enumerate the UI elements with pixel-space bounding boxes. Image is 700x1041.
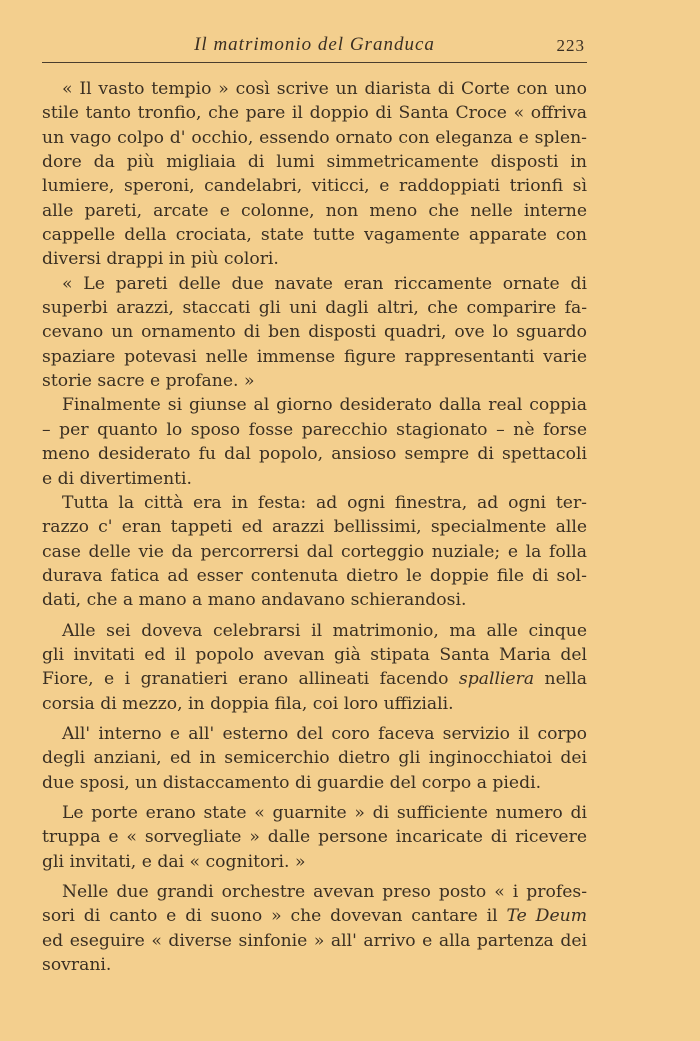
text-line: Le porte erano state « guarnite » di sufficiente numero di: [62, 802, 587, 823]
text-line: All' interno e all' esterno del coro faceva servizio il corpo: [62, 723, 587, 744]
text-line: superbi arazzi, staccati gli uni dagli altri, che comparire fa-: [42, 298, 587, 319]
paragraph: [42, 272, 587, 394]
text-line: lumiere, speroni, candelabri, viticci, e raddoppiati trionfi sì: [42, 176, 587, 197]
italic-word: spalliera: [458, 669, 535, 690]
page-header: [42, 30, 587, 60]
text-line: « Le pareti delle due navate eran riccamente ornate di: [62, 273, 587, 294]
text-line: durava fatica ad esser contenuta dietro le doppie file di sol-: [42, 565, 587, 586]
text-segment: nella: [534, 669, 587, 690]
body-text: [42, 77, 587, 977]
italic-word: Te Deum: [506, 906, 587, 927]
text-line: gli invitati, e dai « cognitori. »: [42, 851, 306, 872]
text-line: alle pareti, arcate e colonne, non meno che nelle interne: [42, 200, 587, 221]
header-rule: [42, 62, 587, 63]
text-line: spaziare potevasi nelle immense figure rappresentanti varie: [42, 346, 587, 367]
text-line: dati, che a mano a mano andavano schierandosi.: [42, 590, 467, 611]
text-segment: Fiore, e i granatieri erano allineati facendo: [42, 669, 459, 690]
text-line: ed eseguire « diverse sinfonie » all' arrivo e alla partenza dei: [42, 930, 587, 951]
text-line: case delle vie da percorrersi dal corteggio nuziale; e la folla: [42, 541, 587, 562]
text-line: gli invitati ed il popolo avevan già stipata Santa Maria del: [42, 644, 587, 665]
text-line: cevano un ornamento di ben disposti quadri, ove lo sguardo: [42, 322, 587, 343]
text-line: due sposi, un distaccamento di guardie del corpo a piedi.: [42, 772, 542, 793]
paragraph: [42, 619, 587, 716]
text-line: Alle sei doveva celebrarsi il matrimonio, ma alle cinque: [62, 620, 587, 641]
text-segment: sori di canto e di suono » che dovevan cantare il: [42, 906, 507, 927]
paragraph: [42, 801, 587, 874]
text-line-with-italic: [42, 667, 587, 691]
text-line: un vago colpo d' occhio, essendo ornato con eleganza e splen-: [42, 127, 587, 148]
text-line: Tutta la città era in festa: ad ogni finestra, ad ogni ter-: [62, 492, 587, 513]
text-line: truppa e « sorvegliate » dalle persone incaricate di ricevere: [42, 827, 587, 848]
text-line: dore da più migliaia di lumi simmetricamente disposti in: [42, 152, 587, 173]
paragraph: [42, 491, 587, 613]
text-line: e di divertimenti.: [42, 468, 193, 489]
text-line: cappelle della crociata, state tutte vagamente apparate con: [42, 225, 587, 246]
paragraph: [42, 77, 587, 272]
text-line: sovrani.: [42, 955, 112, 976]
text-line: Finalmente si giunse al giorno desiderato dalla real coppia: [62, 395, 587, 416]
paragraph: [42, 722, 587, 795]
text-line: Nelle due grandi orchestre avevan preso posto « i profes-: [62, 882, 587, 902]
text-line: razzo c' eran tappeti ed arazzi bellissimi, specialmente alle: [42, 517, 587, 538]
text-line: degli anziani, ed in semicerchio dietro gli inginocchiatoi dei: [42, 748, 587, 769]
text-line: – per quanto lo sposo fosse parecchio stagionato – nè forse: [42, 419, 587, 440]
paragraph: [42, 880, 587, 977]
paragraph: [42, 393, 587, 490]
text-line-with-italic: [42, 904, 587, 928]
text-line: meno desiderato fu dal popolo, ansioso sempre di spettacoli: [42, 444, 587, 465]
text-line: corsia di mezzo, in doppia fila, coi loro uffiziali.: [42, 693, 454, 714]
running-title: Il matrimonio del Granduca: [194, 34, 435, 55]
page-number: 223: [556, 36, 585, 55]
text-line: « Il vasto tempio » così scrive un diarista di Corte con uno: [62, 79, 587, 99]
text-line: diversi drappi in più colori.: [42, 249, 279, 270]
text-line: stile tanto tronfio, che pare il doppio di Santa Croce « offriva: [42, 103, 587, 124]
text-line: storie sacre e profane. »: [42, 371, 255, 392]
